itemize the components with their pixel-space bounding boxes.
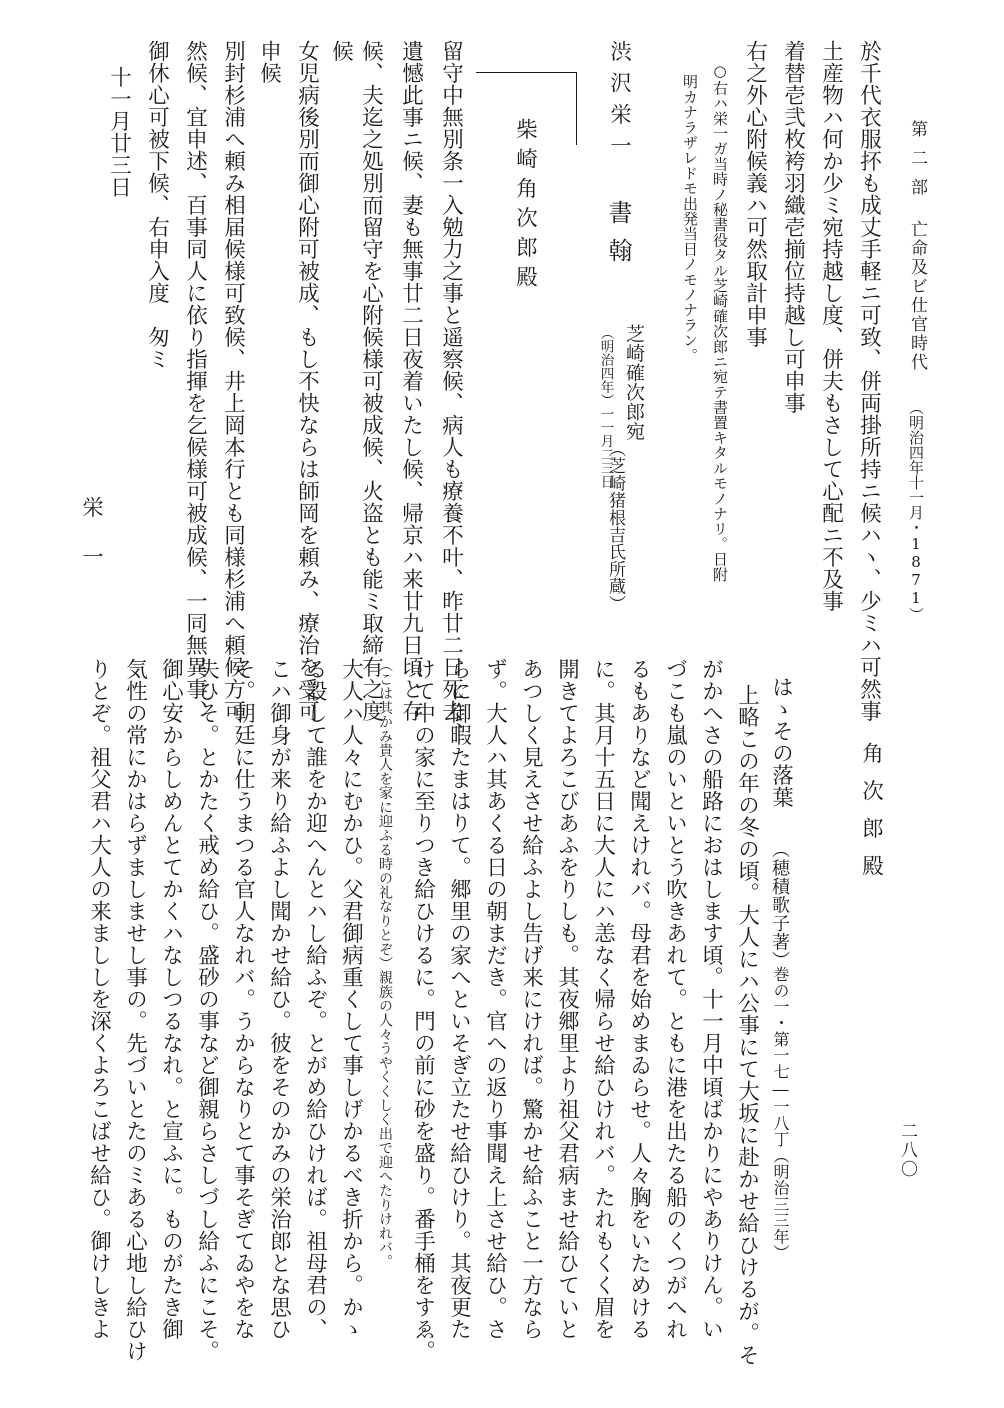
part-label: 第二部 — [907, 120, 927, 207]
excerpt-reference: 巻の一・第一七―一八丁（明治三三年） — [771, 966, 790, 1261]
chapter-title: 亡命及ビ仕官時代 — [907, 220, 927, 372]
excerpt-line: ず。大人ハ其あくる日の朝まだき。官への返り事聞え上させ給ひ。さ — [482, 658, 508, 1340]
excerpt-line: そ。朝廷に仕うまつる官人なれバ。うからなりとて事そぎてゐやをな — [230, 658, 256, 1340]
excerpt-title: はゝその落葉 — [768, 676, 794, 808]
letter2-line: 別封杉浦へ頼み相届候様可致候、井上岡本行とも同様杉浦へ頼候方可 — [220, 40, 246, 722]
letter1-note: 明カナラザレドモ出発当日ノモノナラン。 — [681, 74, 699, 363]
excerpt-line: に。其月十五日に大人にハ恙なく帰らせ給ひけれバ。たれもくく眉を — [590, 658, 616, 1340]
letter2-addressee: 角次郎殿 — [858, 742, 884, 892]
excerpt-line: りとぞ。祖父君ハ大人の来まししを深くよろこばせ給ひ。御けしきよ — [86, 658, 112, 1340]
letter2-line: 留守中無別条一入勉力之事と遥察候、病人も療養不叶、昨廿二日死去、 — [438, 40, 464, 744]
letter2-line: 申候 — [256, 40, 282, 84]
excerpt-line: （こは其かみ貴人を家に迎ふる時の礼なりとぞ）親族の人々うやくくしく出で迎へたりけれバ。 — [377, 658, 393, 1269]
letter2-title: 書翰 — [604, 200, 632, 276]
letter1-line: 着替壱弐枚袴羽織壱揃位持越し可申事 — [780, 40, 806, 414]
letter2-line: 然候、宜申述、百事同人に依り指揮を乞候様可被成候、一同無異事、 — [182, 40, 208, 722]
excerpt-line: らに御暇たまはりて。郷里の家へといそぎ立たせ給ひけり。其夜更た — [446, 658, 472, 1340]
letter2-recipient: 芝崎確次郎宛 — [623, 324, 645, 441]
letter1-line: 土産物ハ何か少ミ宛持越し度、併夫もさして心配ニ不及事 — [818, 40, 844, 612]
letter2-date: 十一月廿三日 — [106, 66, 132, 198]
chapter-period: （明治四年十一月・1871） — [907, 400, 925, 622]
excerpt-line: 大人ハ人々にむかひ。父君御病重くして事しげかるべき折から。かゝ — [338, 658, 364, 1340]
bracket-addressee: 柴崎角次郎殿 — [512, 118, 538, 295]
letter2-sender: 渋沢栄一 — [606, 40, 632, 166]
excerpt-line: る設して誰をか迎へんとハし給ふぞ。とがめ給ひければ。祖母君の、 — [302, 658, 328, 1340]
excerpt-line: 失ひそ。とかたく戒め給ひ。盛砂の事など御親らさしづし給ふにこそ。 — [194, 658, 220, 1362]
excerpt-line: 上略この年の冬の頃。大人にハ公事にて大坂に赴かせ給ひけるが。そ — [734, 684, 760, 1366]
excerpt-author: （穂積歌子著） — [769, 840, 790, 970]
letter2-date: （明治四年）一一月二三日 — [597, 326, 614, 488]
excerpt-line: あつしく見えさせ給ふよし告げ来にければ。驚かせ給ふこと一方なら — [518, 658, 544, 1340]
excerpt-line: 御心安からしめんとてかくハなしつるなれ。と宣ふに。ものがたき御 — [158, 658, 184, 1340]
excerpt-line: こハ御身が来り給ふよし聞かせ給ひ。彼をそのかみの栄治郎とな思ひ — [266, 658, 292, 1340]
page-number: 二八〇 — [897, 1122, 917, 1179]
excerpt-line: づこも嵐のいといとう吹きあれて。ともに港を出たる船のくつがへれ — [662, 658, 688, 1340]
letter2-signature: 栄一 — [78, 496, 104, 595]
letter1-line: 於千代衣服抔も成丈手軽ニ可致、併両掛所持ニ候ハヽ、少ミハ可然事 — [856, 40, 882, 722]
excerpt-line: 気性の常にかはらずましませし事の。先づいとたのミある心地し給ひけ — [122, 658, 148, 1362]
letter2-line: 遺憾此事ニ候、妻も無事廿二日夜着いたし候、帰京ハ来廿九日頃と存 — [398, 40, 424, 722]
letter2-line: 候、夫迄之処別而留守を心附候様可被成候、火盗とも能ミ取締有之度 — [358, 40, 384, 722]
letter2-line: 女児病後別而御心附可被成、もし不快ならは師岡を頼み、療治を受可 — [294, 40, 320, 722]
excerpt-line: がかへさの船路におはします頃。十一月中頃ばかりにやありけん。い — [698, 658, 724, 1340]
letter2-line: 候 — [328, 40, 354, 62]
letter2-source: （芝崎猪根吉氏所蔵） — [605, 440, 625, 612]
letter1-note: ○右ハ栄一ガ当時ノ秘書役タル芝崎確次郎ニ宛テ書置キタルモノナリ。日附 — [711, 62, 729, 582]
letter2-line: 御休心可被下候、右申入度 匆ミ — [144, 40, 170, 370]
letter1-line: 右之外心附候義ハ可然取計申事 — [742, 40, 768, 348]
excerpt-line: 開きてよろこびあふをりしも。其夜郷里より祖父君病ませ給ひていと — [554, 658, 580, 1340]
excerpt-line: けて中の家に至りつき給ひけるに。門の前に砂を盛り。番手桶をすゑ。 — [410, 658, 436, 1362]
excerpt-line: るもありなど聞えけれバ。母君を始めまゐらせ。人々胸をいためける — [626, 658, 652, 1340]
